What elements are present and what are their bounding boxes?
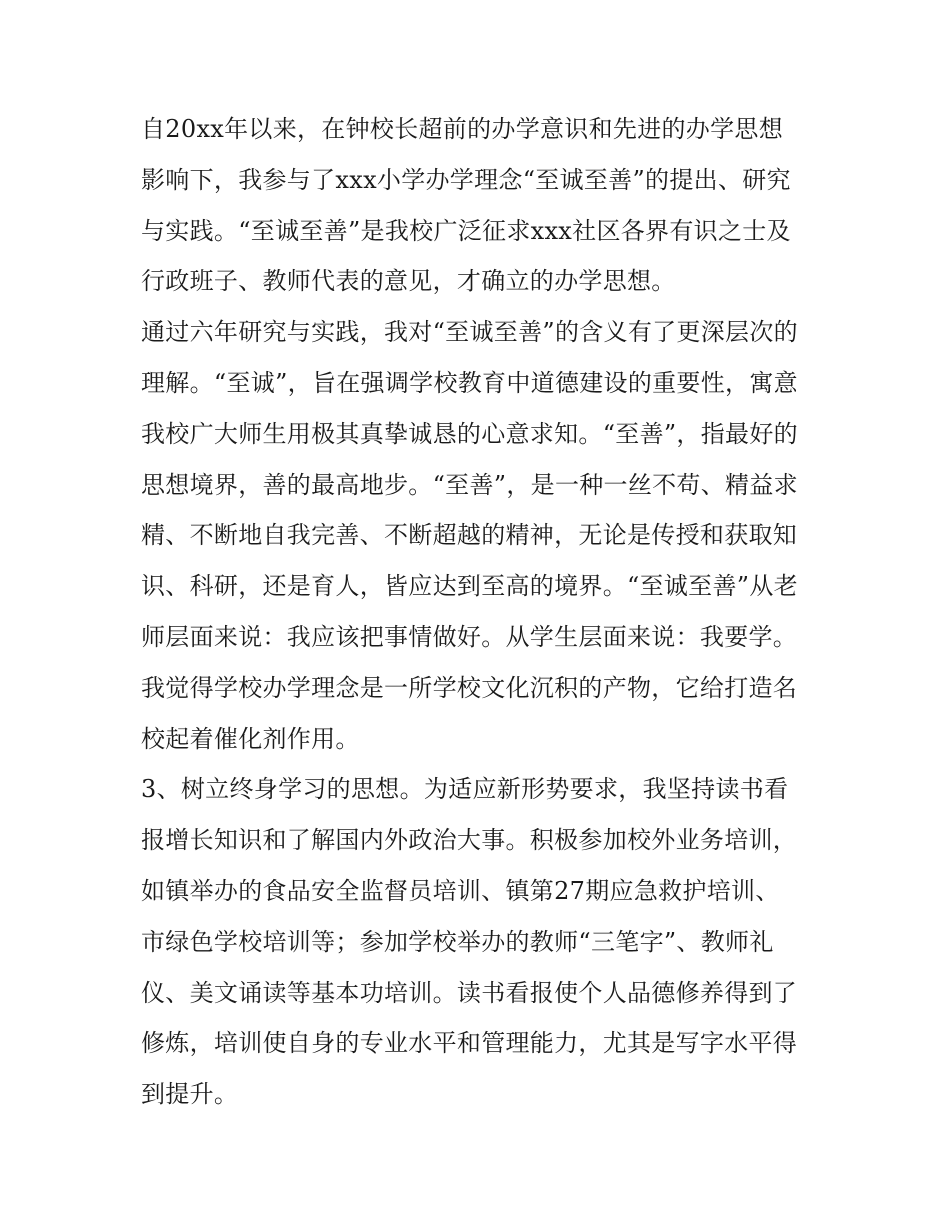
text-line: 校起着催化剂作用。: [141, 724, 360, 753]
text-line: 我觉得学校办学理念是一所学校文化沉积的产物，它给打造名: [141, 673, 798, 702]
text-line: 仪、美文诵读等基本功培训。读书看报使个人品德修养得到了: [141, 978, 798, 1007]
text-line: 如镇举办的食品安全监督员培训、镇第27期应急救护培训、: [141, 876, 780, 905]
text-line: 精、不断地自我完善、不断超越的精神，无论是传授和获取知: [141, 521, 798, 550]
document-body: [141, 104, 821, 1120]
text-line: 3、树立终身学习的思想。为适应新形势要求，我坚持读书看: [141, 775, 789, 804]
text-line: 我校广大师生用极其真挚诚恳的心意求知。“至善”，指最好的: [141, 419, 798, 448]
text-line: 师层面来说：我应该把事情做好。从学生层面来说：我要学。: [141, 622, 798, 651]
text-line: 思想境界，善的最高地步。“至善”，是一种一丝不苟、精益求: [141, 470, 798, 499]
text-line: 影响下，我参与了xxx小学办学理念“至诚至善”的提出、研究: [141, 165, 791, 194]
text-line: 报增长知识和了解国内外政治大事。积极参加校外业务培训，: [141, 826, 798, 855]
text-line: 自20xx年以来，在钟校长超前的办学意识和先进的办学思想: [141, 115, 784, 143]
text-line: 行政班子、教师代表的意见，才确立的办学思想。: [141, 267, 676, 296]
text-line: 识、科研，还是育人，皆应达到至高的境界。“至诚至善”从老: [141, 572, 798, 601]
text-line: 修炼，培训使自身的专业水平和管理能力，尤其是写字水平得: [141, 1029, 798, 1058]
text-line: 市绿色学校培训等；参加学校举办的教师“三笔字”、教师礼: [141, 927, 774, 956]
text-line: 与实践。“至诚至善”是我校广泛征求xxx社区各界有识之士及: [141, 216, 791, 245]
text-line: 到提升。: [141, 1080, 239, 1109]
text-line: 通过六年研究与实践，我对“至诚至善”的含义有了更深层次的: [141, 318, 798, 347]
text-line: 理解。“至诚”，旨在强调学校教育中道德建设的重要性，寓意: [141, 368, 798, 397]
